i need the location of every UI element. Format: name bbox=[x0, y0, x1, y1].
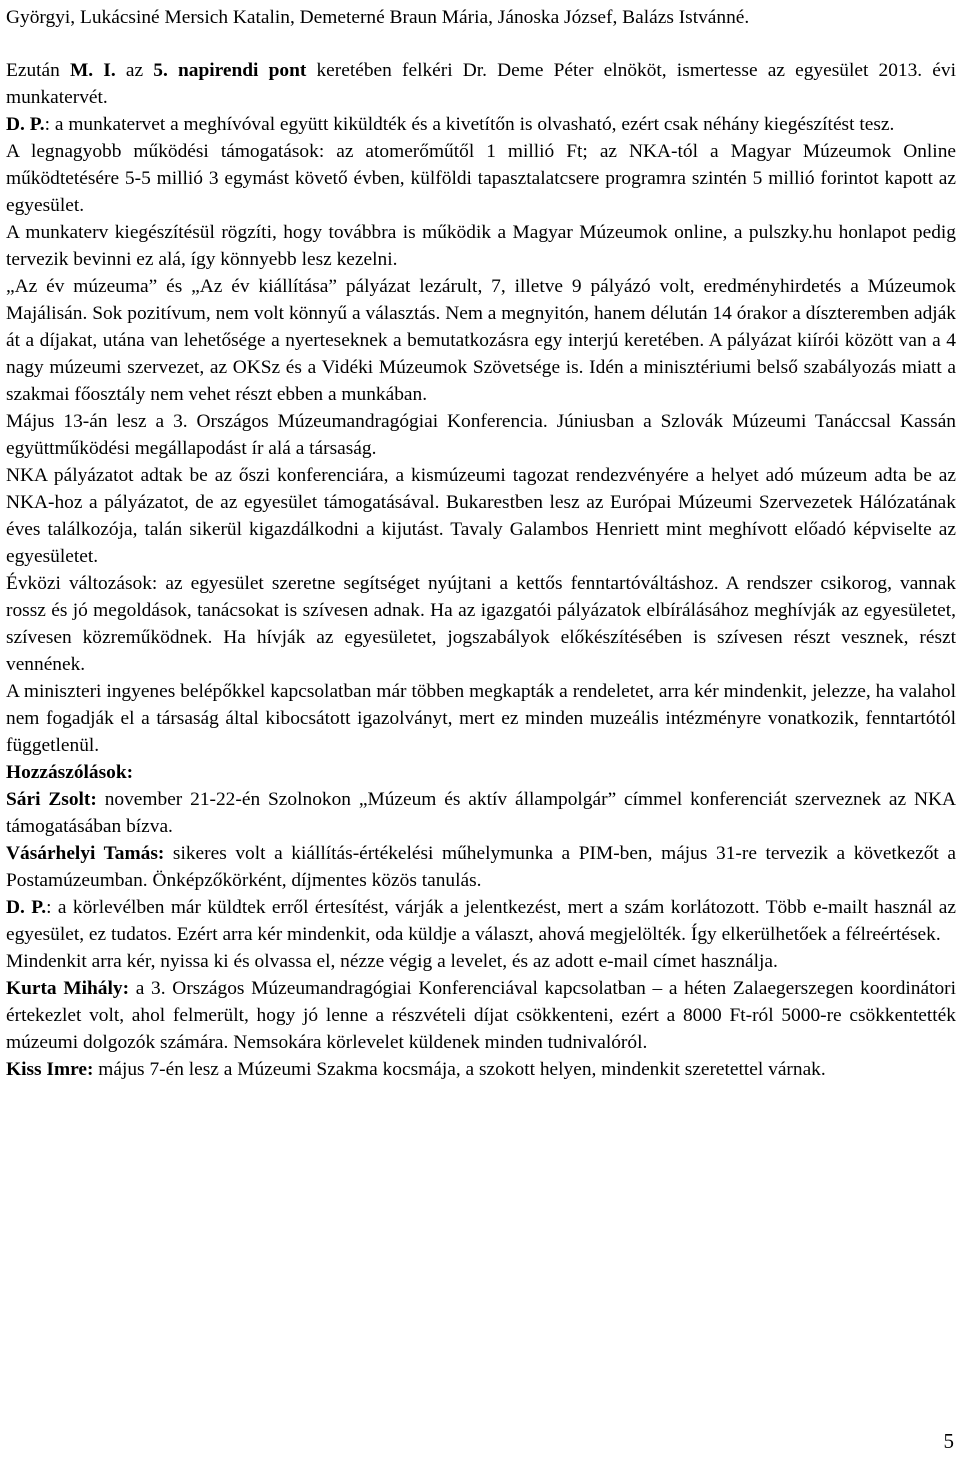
speaker-paragraph bbox=[6, 894, 956, 948]
speaker-name: Vásárhelyi Tamás: bbox=[6, 843, 165, 864]
speaker-initials: D. P. bbox=[6, 114, 45, 135]
body-paragraph: Mindenkit arra kér, nyissa ki és olvassa el, nézze végig a levelet, és az adott e-mail címet használja. bbox=[6, 951, 778, 972]
speaker-initials: M. I. bbox=[70, 60, 116, 81]
page-number: 5 bbox=[943, 1429, 954, 1453]
text-run: keretében felkéri Dr. Deme Péter elnököt, ismertesse az egyesület 2013. évi munkatervét. bbox=[6, 60, 956, 108]
text-run: sikeres volt a kiállítás-értékelési műhelymunka a PIM-ben, május 31-re tervezik a következőt a Postamúzeumban. Önképzőkörként, díjmentes közös tanulás. bbox=[6, 843, 956, 891]
text-run: : a körlevélben már küldtek erről értesítést, várják a jelentkezést, mert a szám korlátozott. Több e-mailt használ az egyesület, ez tudatos. Ezért arra kér mindenkit, oda küldje a választ, ahová megjelölték. Így elkerülhetőek a félreértések. bbox=[6, 897, 956, 945]
attendee-list-continuation: Györgyi, Lukácsiné Mersich Katalin, Demeterné Braun Mária, Jánoska József, Balázs Istvánné. bbox=[6, 7, 750, 28]
text-run: május 7-én lesz a Múzeumi Szakma kocsmája, a szokott helyen, mindenkit szeretettel várnak. bbox=[93, 1059, 826, 1080]
paragraph-spacer bbox=[6, 31, 956, 57]
speaker-paragraph bbox=[6, 786, 956, 840]
body-paragraph: Május 13-án lesz a 3. Országos Múzeumandragógiai Konferencia. Júniusban a Szlovák Múzeumi Tanáccsal Kassán együttműködési megállapodást ír alá a társaság. bbox=[6, 411, 956, 459]
speaker-name: Kurta Mihály: bbox=[6, 978, 130, 999]
body-paragraph: A munkaterv kiegészítésül rögzíti, hogy továbbra is működik a Magyar Múzeumok online, a pulszky.hu honlapot pedig tervezik bevinni ez alá, így könnyebb lesz kezelni. bbox=[6, 222, 956, 270]
text-run: : a munkatervet a meghívóval együtt kiküldték és a kivetítőn is olvasható, ezért csak néhány kiegészítést tesz. bbox=[44, 114, 895, 135]
text-run: Ezután bbox=[6, 60, 70, 81]
speaker-paragraph bbox=[6, 975, 956, 1056]
speaker-name: Sári Zsolt: bbox=[6, 789, 97, 810]
text-run: november 21-22-én Szolnokon „Múzeum és aktív állampolgár” címmel konferenciát szerveznek az NKA támogatásában bízva. bbox=[6, 789, 956, 837]
agenda-item-5-intro bbox=[6, 57, 956, 111]
body-paragraph: A miniszteri ingyenes belépőkkel kapcsolatban már többen megkapták a rendeletet, arra kér mindenkit, jelezze, ha valahol nem fogadják el a társaság által kibocsátott igazolványt, mert ez minden muzeális intézményre vonatkozik, fenntartótól függetlenül. bbox=[6, 681, 956, 756]
speaker-paragraph bbox=[6, 1056, 956, 1083]
body-paragraph: „Az év múzeuma” és „Az év kiállítása” pályázat lezárult, 7, illetve 9 pályázó volt, eredményhirdetés a Múzeumok Majálisán. Sok pozitívum, nem volt könnyű a választás. Nem a megnyitón, hanem délután 14 órakor a díszteremben adják át a díjakat, utána van lehetősége a nyerteseknek a bemutatkozásra egy interjú keretében. A pályázat kiírói között van a 4 nagy múzeumi szervezet, az OKSz és a Vidéki Múzeumok Szövetsége is. Idén a minisztériumi belső szabályozás miatt a szakmai főosztály nem vehet részt ebben a munkában. bbox=[6, 276, 956, 405]
speaker-paragraph bbox=[6, 840, 956, 894]
body-paragraph: Évközi változások: az egyesület szeretne segítséget nyújtani a kettős fenntartóváltáshoz. A rendszer csikorog, vannak rossz és jó megoldások, tanácsokat is szívesen adnak. Ha az igazgatói pályázatok elbírálásához meghívják az egyesületet, szívesen közreműködnek. Ha hívják az egyesületet, jogszabályok előkészítésében is szívesen részt vesznek, részt vennének. bbox=[6, 573, 956, 675]
text-run: az bbox=[115, 60, 154, 81]
comments-heading: Hozzászólások: bbox=[6, 762, 134, 783]
agenda-item-label: 5. napirendi pont bbox=[153, 60, 307, 81]
document-body bbox=[6, 4, 956, 1083]
speaker-paragraph bbox=[6, 111, 956, 138]
text-run: a 3. Országos Múzeumandragógiai Konferenciával kapcsolatban – a héten Zalaegerszegen koordinátori értekezlet volt, ahol felmerült, hogy jó lenne a részvételi díjat csökkenteni, ezért a 8000 Ft-ról 5000-re csökkentették múzeumi dolgozók számára. Nemsokára körlevelet küldenek minden tudnivalóról. bbox=[6, 978, 957, 1053]
body-paragraph: NKA pályázatot adtak be az őszi konferenciára, a kismúzeumi tagozat rendezvényére a helyet adó múzeum adta be az NKA-hoz a pályázatot, de az egyesület támogatásával. Bukarestben lesz az Európai Múzeumi Szervezetek Hálózatának éves találkozója, talán sikerül kigazdálkodni a kijutást. Tavaly Galambos Henriett mint meghívott előadó képviselte az egyesületet. bbox=[6, 465, 956, 567]
speaker-initials: D. P. bbox=[6, 897, 47, 918]
speaker-name: Kiss Imre: bbox=[6, 1059, 94, 1080]
body-paragraph: A legnagyobb működési támogatások: az atomerőműtől 1 millió Ft; az NKA-tól a Magyar Múzeumok Online működtetésére 5-5 millió 3 egymást követő évben, külföldi tapasztalatcsere programra szintén 5 millió forintot kapott az egyesület. bbox=[6, 141, 956, 216]
